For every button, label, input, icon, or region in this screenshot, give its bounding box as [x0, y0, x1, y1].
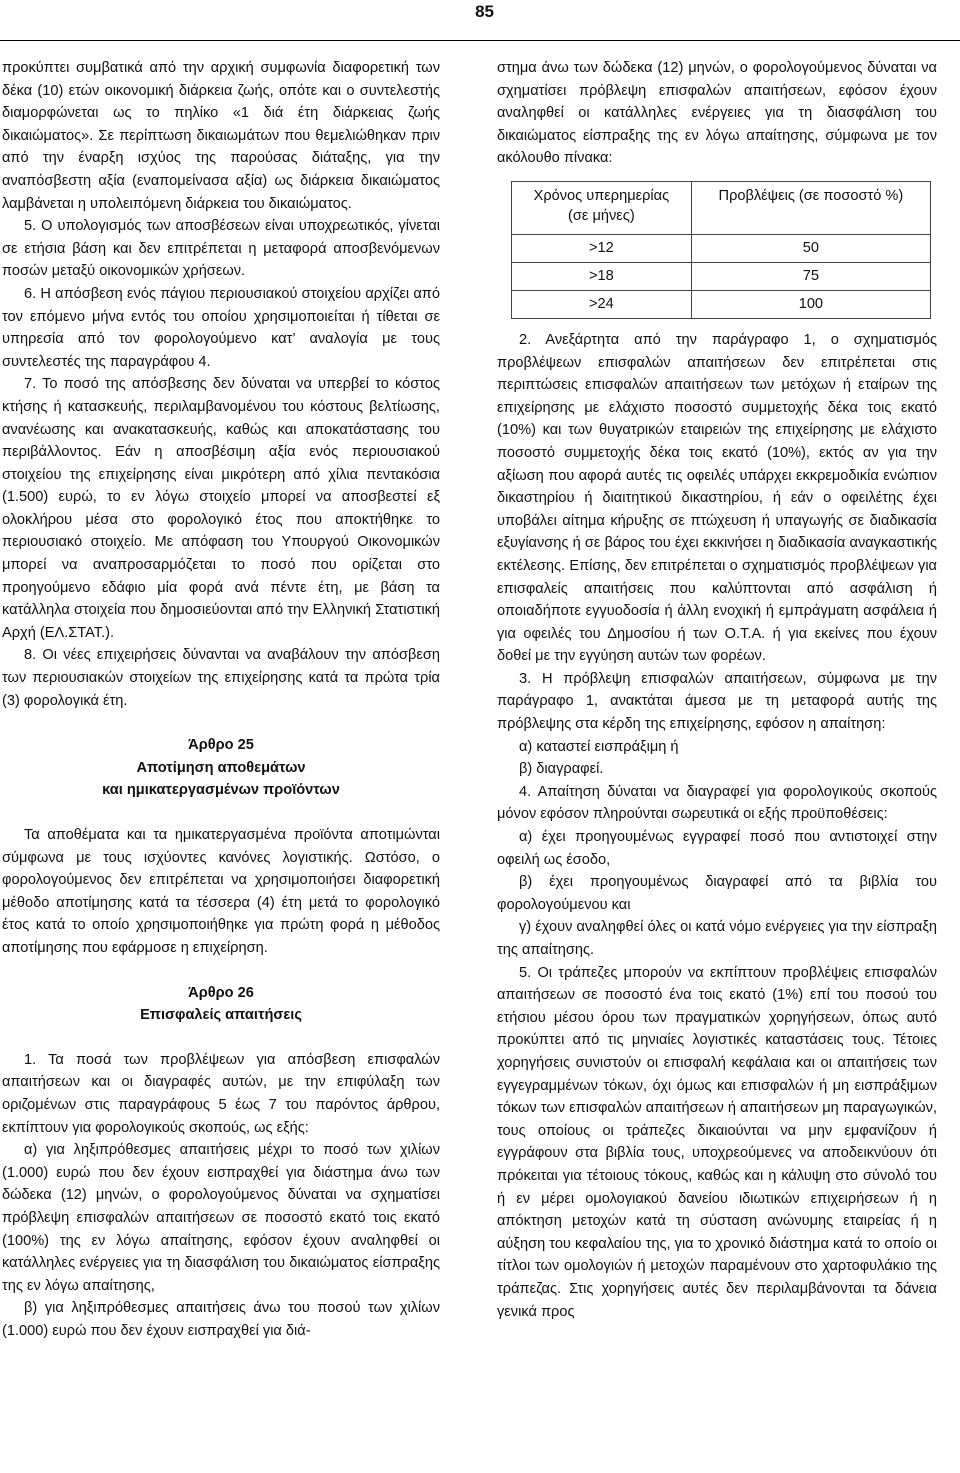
right-column: [497, 57, 937, 1323]
table-cell-percent: 50: [691, 234, 930, 262]
header-rule: [0, 40, 960, 41]
article-26-item-a: α) για ληξιπρόθεσμες απαιτήσεις μέχρι το ποσό των χιλίων (1.000) ευρώ που δεν έχουν εισπραχθεί για διάστημα άνω των δώδεκα (12) μηνών, ο φορολογούμενος δύναται να σχηματίσει πρόβλεψη επισφαλών απαιτήσεων σε ποσοστό εκατό τοις εκατό (100%) της εν λόγω απαίτησης, εφόσον έχουν αναληφθεί οι κατάλληλες ενέργειες για τη διασφάλιση του δικαιώματος είσπραξης της εν λόγω απαίτησης,: [2, 1142, 440, 1294]
article-25-number: Άρθρο 25: [188, 737, 254, 754]
article-25-title-line2: και ημικατεργασμένων προϊόντων: [102, 782, 340, 799]
table-header-row: [512, 181, 931, 234]
article-26-paragraph-5: 5. Οι τράπεζες μπορούν να εκπίπτουν προβλέψεις επισφαλών απαιτήσεων σε ποσοστό ένα τοις εκατό (1%) επί του ποσού του ετήσιου μέσου όρου των πραγματικών χορηγήσεων, όπως αυτό προκύπτει από τις μηνιαίες λογιστικές καταστάσεις τους. Τέτοιες χορηγήσεις συνιστούν οι επισφαλή κεφάλαια και οι απαιτήσεις των εγγεγραμμένων τόκων, όχι όμως και επισφαλών ή μη εισπράξιμων τόκων των επισφαλών απαιτήσεων ή απαιτήσεων μη παραγωγικών, τους οποίους οι τράπεζες δικαιούνται να μην εμφανίζουν ή εγγράφουν στα βιβλία τους, υποχρεούμενες να αποδεικνύουν ότι πρόκειται για τέτοιους τόκους, καθώς και η κάλυψη στο σύνολό του ή εν μέρει ομολογιακού δανείου ιδιωτικών επιχειρήσεων ή η απόκτηση μετοχών κατά τη σύσταση ανώνυμης εταιρείας ή η αύξηση του κεφαλαίου της, για το χρονικό διάστημα κατά το οποίο οι τίτλοι των ομολογιών ή μετοχών παραμένουν στο χαρτοφυλάκιο της τράπεζας. Στις χορηγήσεις αυτές δεν περιλαμβάνονται τα δάνεια γενικά προς: [497, 964, 937, 1320]
paragraph-continuation-right: στημα άνω των δώδεκα (12) μηνών, ο φορολογούμενος δύναται να σχηματίσει πρόβλεψη επισφαλών απαιτήσεων, εφόσον έχουν αναληφθεί οι κατάλληλες ενέργειες για τη διασφάλιση του δικαιώματος είσπραξης της εν λόγω απαίτησης, σύμφωνα με τον ακόλουθο πίνακα:: [497, 60, 937, 167]
table-cell-period: >24: [512, 290, 692, 318]
article-26-paragraph-3-b: β) διαγραφεί.: [519, 761, 604, 778]
page-header: [0, 0, 960, 44]
paragraph-7: 7. Το ποσό της απόσβεσης δεν δύναται να υπερβεί το κόστος κτήσης ή κατασκευής, περιλαμβανομένου του κόστους βελτίωσης, ανανέωσης και ανακατασκευής, καθώς και αποκατάστασης του περιβάλλοντος. Εάν η αποσβέσιμη αξία ενός περιουσιακού στοιχείου της επιχείρησης είναι μικρότερη από χίλια πεντακόσια (1.500) ευρώ, το εν λόγω στοιχείο μπορεί να αποσβεστεί εξ ολοκλήρου μέσα στο φορολογικό έτος που αποκτήθηκε το περιουσιακό στοιχείο. Με απόφαση του Υπουργού Οικονομικών μπορεί να αναπροσαρμόζεται το ποσό που ορίζεται στο προηγούμενο εδάφιο μία φορά ανά πέντε έτη, με βάση τα κατάλληλα στοιχεία που δημοσιεύονται από την Ελληνική Στατιστική Αρχή (ΕΛ.ΣΤΑΤ.).: [2, 376, 440, 641]
table-cell-percent: 100: [691, 290, 930, 318]
provisions-table: [511, 181, 931, 319]
article-26-paragraph-4-a: α) έχει προηγουμένως εγγραφεί ποσό που αντιστοιχεί στην οφειλή ως έσοδο,: [497, 829, 937, 868]
page-number: 85: [475, 2, 494, 21]
table-cell-period: >18: [512, 262, 692, 290]
article-26-item-b: β) για ληξιπρόθεσμες απαιτήσεις άνω του ποσού των χιλίων (1.000) ευρώ που δεν έχουν εισπραχθεί για διά-: [2, 1300, 440, 1339]
article-25-title-line1: Αποτίμηση αποθεμάτων: [136, 759, 306, 776]
table-row: [512, 262, 931, 290]
article-26-paragraph-4-c: γ) έχουν αναληφθεί όλες οι κατά νόμο ενέργειες για την είσπραξη της απαίτησης.: [497, 919, 937, 958]
article-25-body: Τα αποθέματα και τα ημικατεργασμένα προϊόντα αποτιμώνται σύμφωνα με τους ισχύοντες κανόνες λογιστικής. Ωστόσο, ο φορολογούμενος δεν επιτρέπεται να χρησιμοποιήσει διαφορετική μέθοδο αποτίμησης κατά τα τέσσερα (4) έτη μετά το φορολογικό έτος κατά το οποίο χρησιμοποιήθηκε για πρώτη φορά η μέθοδος αποτίμησης που εφάρμοσε η επιχείρηση.: [2, 827, 440, 956]
article-26-number: Άρθρο 26: [188, 984, 254, 1001]
paragraph-6: 6. Η απόσβεση ενός πάγιου περιουσιακού στοιχείου αρχίζει από τον επόμενο μήνα εντός του οποίου χρησιμοποιείται ή τίθεται σε υπηρεσία από τον φορολογούμενο κατ’ αναλογία με τους συντελεστές της παραγράφου 4.: [2, 285, 440, 370]
article-26-paragraph-3: 3. Η πρόβλεψη επισφαλών απαιτήσεων, σύμφωνα με την παράγραφο 1, ανακτάται άμεσα με τη μεταφορά αυτής της πρόβλεψης στα κέρδη της επιχείρησης, εφόσον η απαίτηση:: [497, 670, 937, 733]
article-26-paragraph-2: 2. Ανεξάρτητα από την παράγραφο 1, ο σχηματισμός προβλέψεων επισφαλών απαιτήσεων δεν επιτρέπεται στις περιπτώσεις επισφαλών απαιτήσεων των μετόχων ή εταίρων της επιχείρησης με ελάχιστο ποσοστό συμμετοχής δέκα τοις εκατό (10%) και των θυγατρικών εταιρειών της επιχείρησης με ελάχιστο ποσοστό συμμετοχής δέκα τοις εκατό (10%), εκτός αν για την αξίωση που αφορά αυτές τις οφειλές υπάρχει εκκρεμοδικία ενώπιον δικαστηρίου ή διαιτητικού δικαστηρίου, ή εάν ο οφειλέτης έχει υποβάλει αίτημα κήρυξης σε πτώχευση ή υπαγωγής σε διαδικασία εξυγίανσης ή σε βάρος του έχει εκκινήσει η διαδικασία αναγκαστικής εκτέλεσης. Επίσης, δεν επιτρέπεται ο σχηματισμός προβλέψεων για επισφαλείς απαιτήσεις που καλύπτονται από ασφάλιση ή οποιαδήποτε εγγυοδοσία ή άλλη ενοχική ή εμπράγματη ασφάλεια ή για οφειλές του Δημοσίου ή των Ο.Τ.Α. ή για εκείνες που έχουν δοθεί με την εγγύηση αυτών των φορέων.: [497, 331, 937, 665]
left-column: [2, 57, 440, 1342]
article-26-paragraph-3-a: α) καταστεί εισπράξιμη ή: [519, 738, 679, 755]
paragraph-5: 5. Ο υπολογισμός των αποσβέσεων είναι υποχρεωτικός, γίνεται σε ετήσια βάση και δεν επιτρέπεται η μεταφορά αποσβενόμενων ποσών μεταξύ οικονομικών χρήσεων.: [2, 218, 440, 280]
table-cell-percent: 75: [691, 262, 930, 290]
article-26-paragraph-1: 1. Τα ποσά των προβλέψεων για απόσβεση επισφαλών απαιτήσεων και οι διαγραφές αυτών, με την επιφύλαξη των οριζομένων στις παραγράφους 5 έως 7 του παρόντος άρθρου, εκπίπτουν για φορολογικούς σκοπούς, ως εξής:: [2, 1051, 440, 1136]
article-26-paragraph-4: 4. Απαίτηση δύναται να διαγραφεί για φορολογικούς σκοπούς μόνον εφόσον πληρούνται σωρευτικά οι εξής προϋποθέσεις:: [497, 783, 937, 823]
article-26-title: Επισφαλείς απαιτήσεις: [140, 1007, 302, 1024]
table-cell-period: >12: [512, 234, 692, 262]
table-row: [512, 234, 931, 262]
paragraph-8: 8. Οι νέες επιχειρήσεις δύνανται να αναβάλουν την απόσβεση των περιουσιακών στοιχείων της επιχείρησης κατά τα πρώτα τρία (3) φορολογικά έτη.: [2, 647, 440, 709]
table-header-period: Χρόνος υπερημερίας (σε μήνες): [512, 181, 692, 234]
article-26-paragraph-4-b: β) έχει προηγουμένως διαγραφεί από τα βιβλία του φορολογούμενου και: [497, 874, 937, 913]
table-header-percent: Προβλέψεις (σε ποσοστό %): [691, 181, 930, 234]
paragraph-continuation: προκύπτει συμβατικά από την αρχική συμφωνία διαφορετική των δέκα (10) ετών οικονομική διάρκεια ζωής, οπότε και ο συντελεστής διαμορφώνεται ως το πηλίκο «1 διά έτη διάρκειας ζωής δικαιώματος». Σε περίπτωση δικαιωμάτων που θεμελιώθηκαν πριν από την έναρξη ισχύος της παρούσας διάταξης, για την αναπόσβεστη αξία (εναπομείνασα αξία) ως διάρκεια δικαιώματος λαμβάνεται η υπολειπόμενη διάρκεια του δικαιώματος.: [2, 60, 440, 212]
table-row: [512, 290, 931, 318]
